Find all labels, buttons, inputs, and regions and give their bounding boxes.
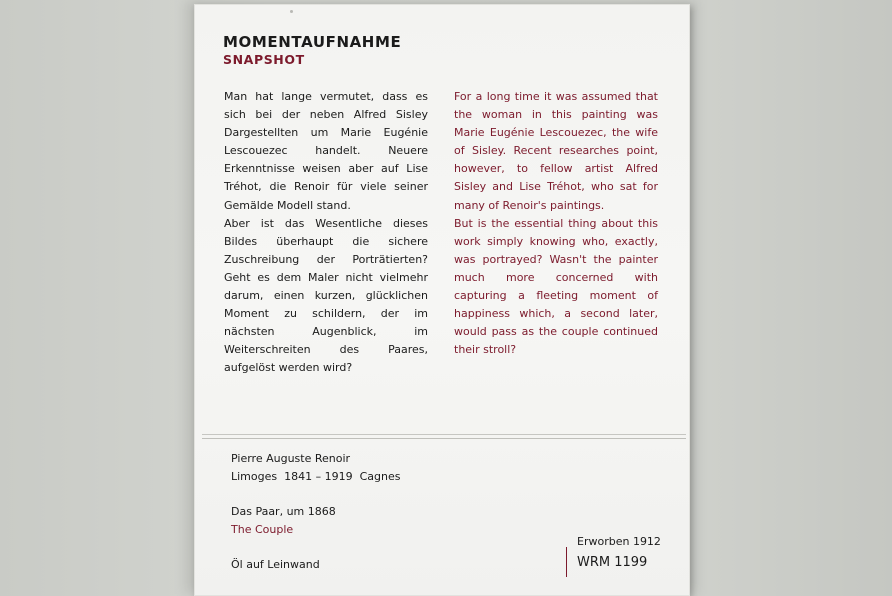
plaque-divider — [202, 438, 686, 439]
title-english: SNAPSHOT — [223, 52, 305, 67]
german-paragraph-1: Man hat lange vermutet, dass es sich bei der neben Alfred Sisley Dargestellten um Marie Eugénie Lescouezec handelt. Neuere Erkenntnisse weisen aber auf Lise Tréhot, die Renoir für viele seiner Gemälde Modell stand. — [224, 90, 428, 212]
work-title-german: Das Paar, um 1868 — [231, 505, 336, 518]
english-paragraph-2: But is the essential thing about this work simply knowing who, exactly, was portrayed? Wasn't the painter much more concerned with capturing a fleeting moment of happiness which, a second later, would pass as the couple continued their stroll? — [454, 216, 658, 357]
artist-name: Pierre Auguste Renoir — [231, 452, 351, 465]
work-title-english: The Couple — [231, 523, 294, 536]
accent-rule — [566, 547, 567, 577]
german-text-column — [224, 88, 428, 378]
acquisition-year: Erworben 1912 — [577, 535, 661, 548]
german-paragraph-2: Aber ist das Wesentliche dieses Bildes überhaupt die sichere Zuschreibung der Porträtierten? Geht es dem Maler nicht vielmehr darum, einen kurzen, glücklichen Moment zu schildern, der im nächsten Augenblick, im Weiterschreiten des Paares, aufgelöst werden wird? — [224, 216, 428, 375]
medium: Öl auf Leinwand — [231, 558, 320, 571]
artist-life-dates: Limoges 1841 – 1919 Cagnes — [231, 470, 401, 483]
inventory-number: WRM 1199 — [577, 555, 648, 570]
english-paragraph-1: For a long time it was assumed that the woman in this painting was Marie Eugénie Lescouezec, the wife of Sisley. Recent researches point, however, to fellow artist Alfred Sisley and Lise Tréhot, who sat for many of Renoir's paintings. — [454, 90, 658, 212]
title-german: MOMENTAUFNAHME — [223, 33, 402, 51]
wall-nail-dot — [290, 10, 293, 13]
english-text-column — [454, 88, 658, 359]
